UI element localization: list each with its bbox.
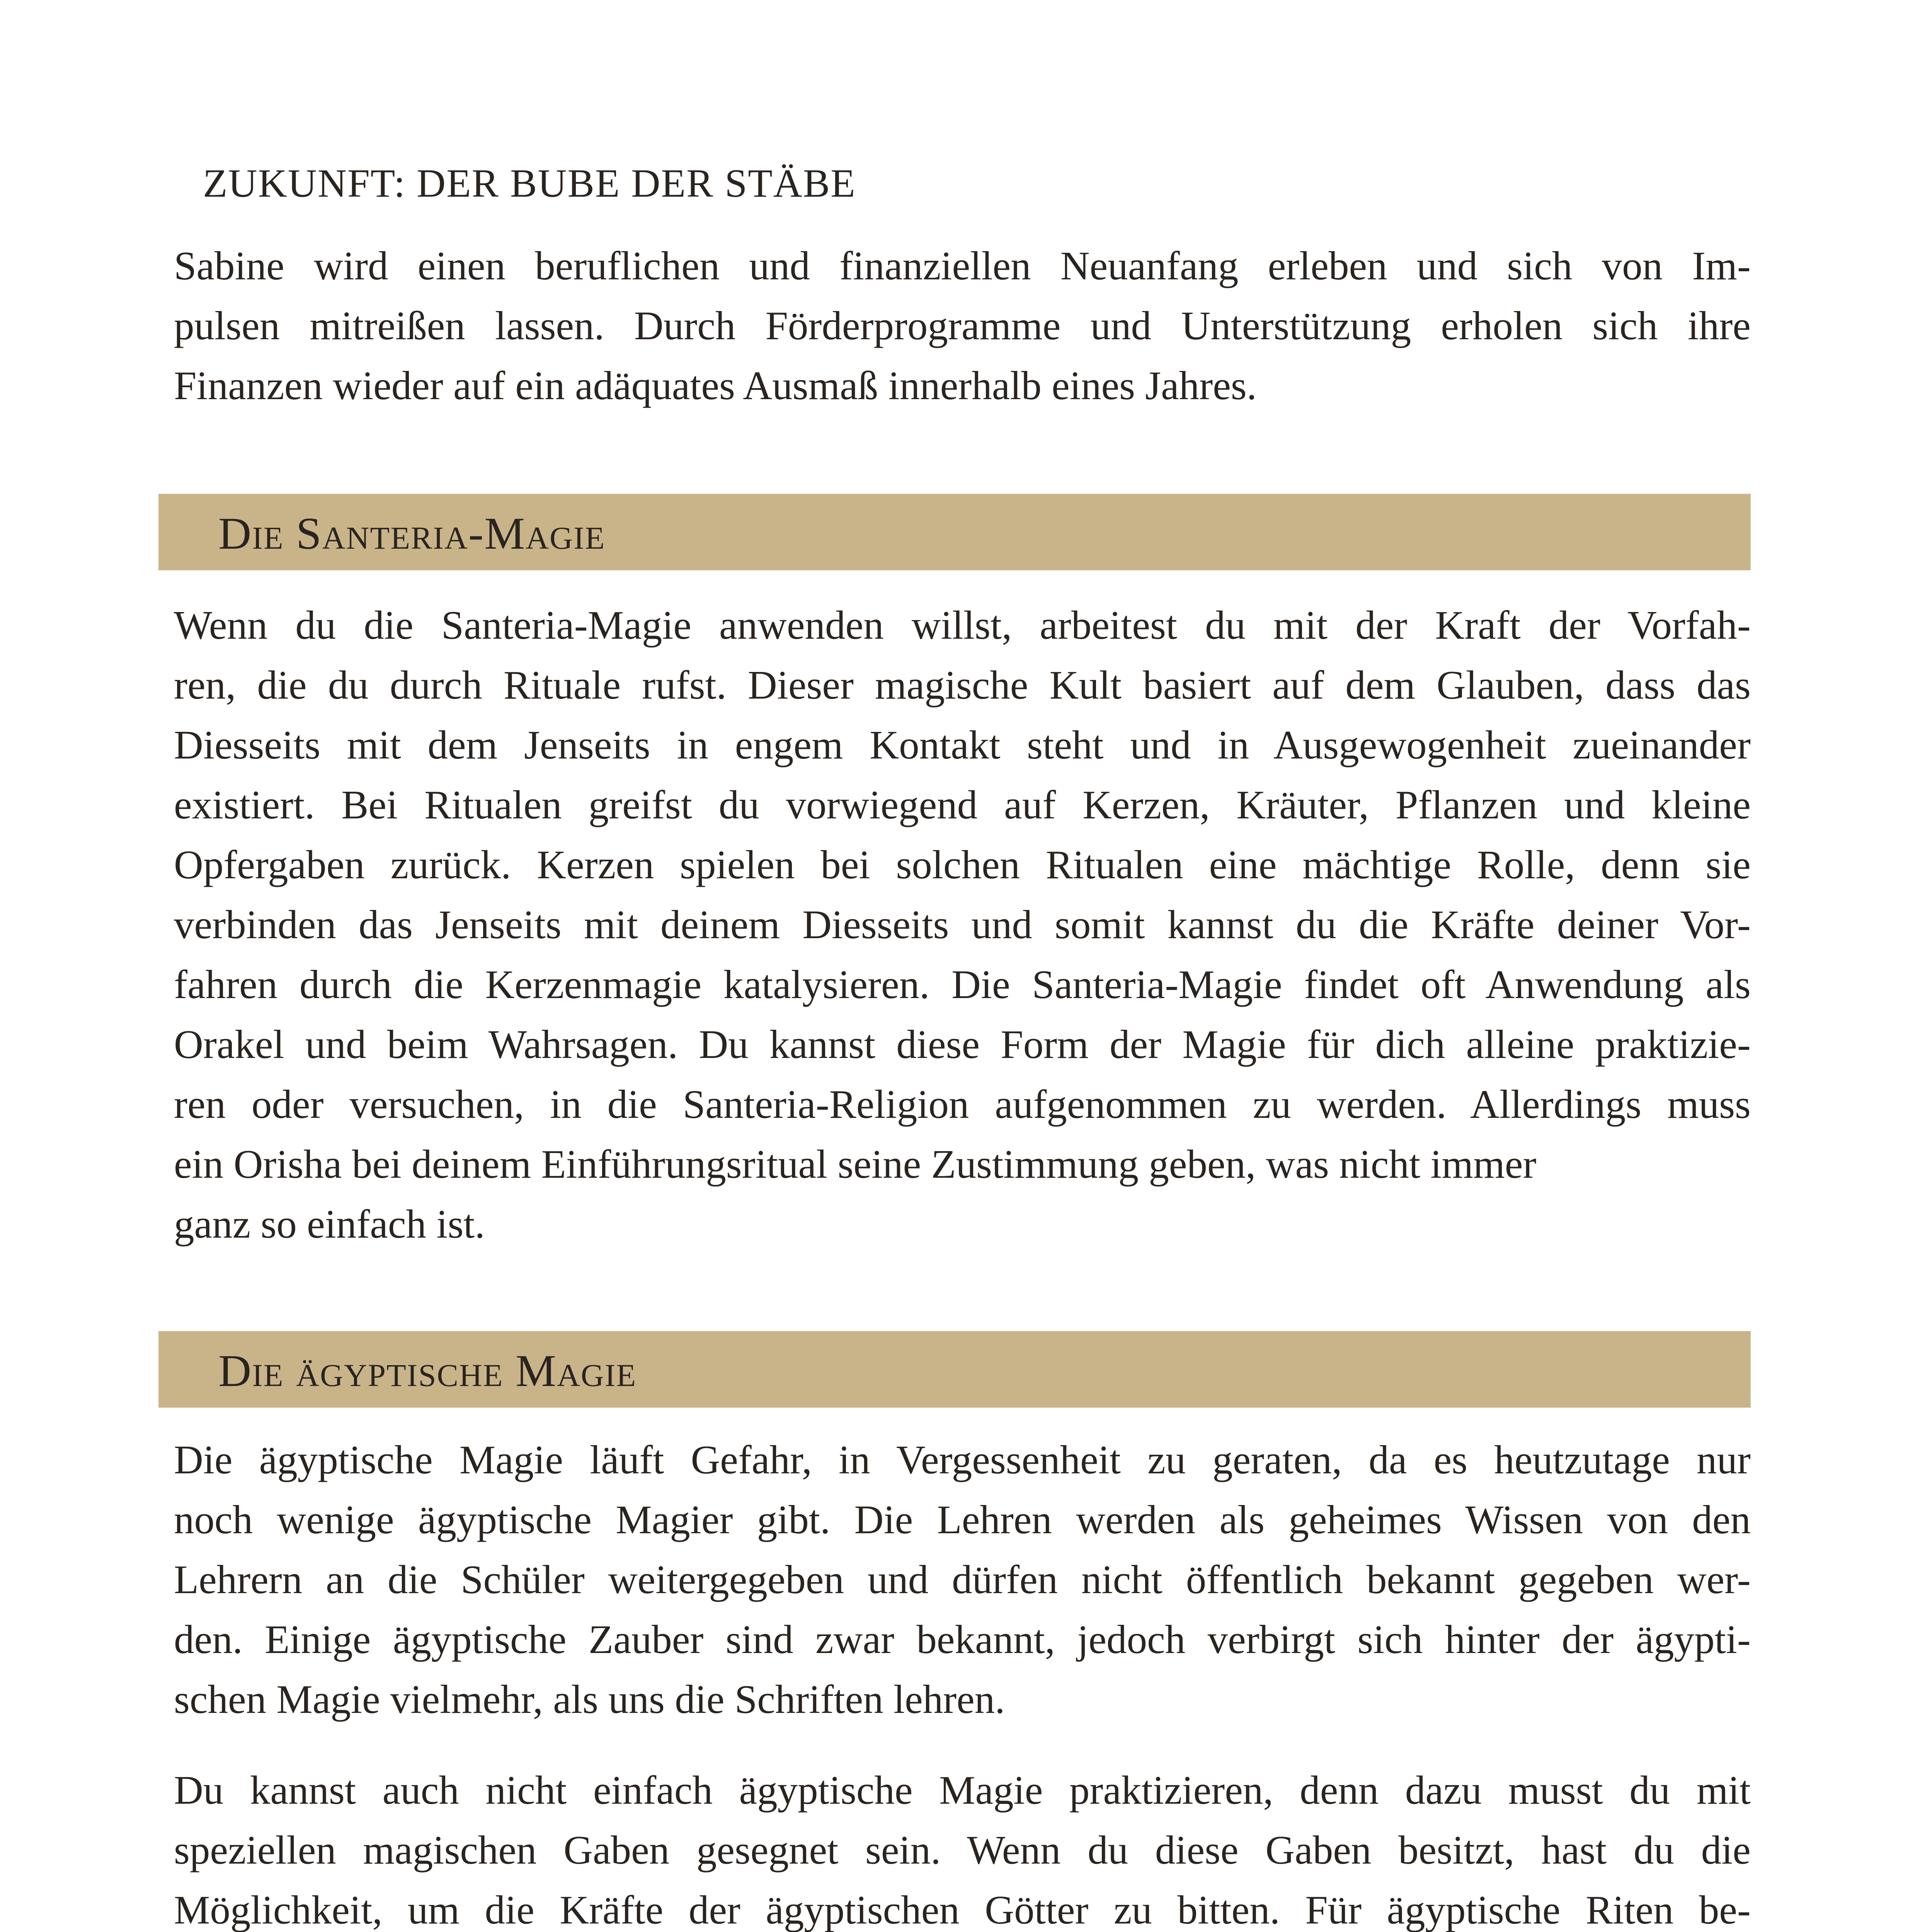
text-line: ren, die du durch Rituale rufst. Dieser magische Kult basiert auf dem Glauben, dass das <box>174 662 1751 707</box>
text-line: ein Orisha bei deinem Einführungsritual seine Zustimmung geben, was nicht immer <box>174 1141 1537 1187</box>
section-title-egypt: Die ägyptische Magie <box>218 1345 637 1396</box>
text-line: Wenn du die Santeria-Magie anwenden willst, arbeitest du mit der Kraft der Vorfah- <box>174 602 1751 648</box>
text-line: schen Magie vielmehr, als uns die Schriften lehren. <box>174 1677 1005 1722</box>
text-line: existiert. Bei Ritualen greifst du vorwiegend auf Kerzen, Kräuter, Pflanzen und kleine <box>174 782 1751 827</box>
subheading-zukunft: ZUKUNFT: DER BUBE DER STÄBE <box>203 161 856 206</box>
paragraph-egypt-1 <box>174 1430 1751 1729</box>
paragraph-egypt-2 <box>174 1760 1751 1932</box>
text-line: Möglichkeit, um die Kräfte der ägyptischen Götter zu bitten. Für ägyptische Riten be- <box>174 1887 1751 1932</box>
text-line: Opfergaben zurück. Kerzen spielen bei solchen Ritualen eine mächtige Rolle, denn sie <box>174 842 1751 887</box>
text-line: Die ägyptische Magie läuft Gefahr, in Vergessenheit zu geraten, da es heutzutage nur <box>174 1437 1751 1482</box>
text-line: den. Einige ägyptische Zauber sind zwar bekannt, jedoch verbirgt sich hinter der ägypti- <box>174 1617 1751 1662</box>
text-line: Sabine wird einen beruflichen und finanziellen Neuanfang erleben und sich von Im- <box>174 243 1751 288</box>
section-title-santeria: Die Santeria-Magie <box>218 508 606 559</box>
paragraph-zukunft <box>174 236 1751 415</box>
paragraph-santeria <box>174 595 1751 1254</box>
section-band-santeria <box>158 494 1751 570</box>
text-line: Finanzen wieder auf ein adäquates Ausmaß innerhalb eines Jahres. <box>174 363 1257 408</box>
text-line: ren oder versuchen, in die Santeria-Religion aufgenommen zu werden. Allerdings muss <box>174 1082 1751 1127</box>
text-line: speziellen magischen Gaben gesegnet sein. Wenn du diese Gaben besitzt, hast du die <box>174 1827 1751 1872</box>
text-line: fahren durch die Kerzenmagie katalysieren. Die Santeria-Magie findet oft Anwendung als <box>174 962 1751 1007</box>
text-line: verbinden das Jenseits mit deinem Diesseits und somit kannst du die Kräfte deiner Vor- <box>174 902 1751 947</box>
text-line: Lehrern an die Schüler weitergegeben und dürfen nicht öffentlich bekannt gegeben wer- <box>174 1557 1751 1602</box>
text-line: Diesseits mit dem Jenseits in engem Kontakt steht und in Ausgewogenheit zueinander <box>174 722 1751 767</box>
section-band-egypt <box>158 1331 1751 1408</box>
text-line: Du kannst auch nicht einfach ägyptische Magie praktizieren, denn dazu musst du mit <box>174 1767 1751 1813</box>
text-line: ganz so einfach ist. <box>174 1201 485 1247</box>
text-line: Orakel und beim Wahrsagen. Du kannst diese Form der Magie für dich alleine praktizie- <box>174 1022 1751 1067</box>
text-line: noch wenige ägyptische Magier gibt. Die Lehren werden als geheimes Wissen von den <box>174 1497 1751 1542</box>
text-line: pulsen mitreißen lassen. Durch Förderprogramme und Unterstützung erholen sich ihre <box>174 303 1751 348</box>
